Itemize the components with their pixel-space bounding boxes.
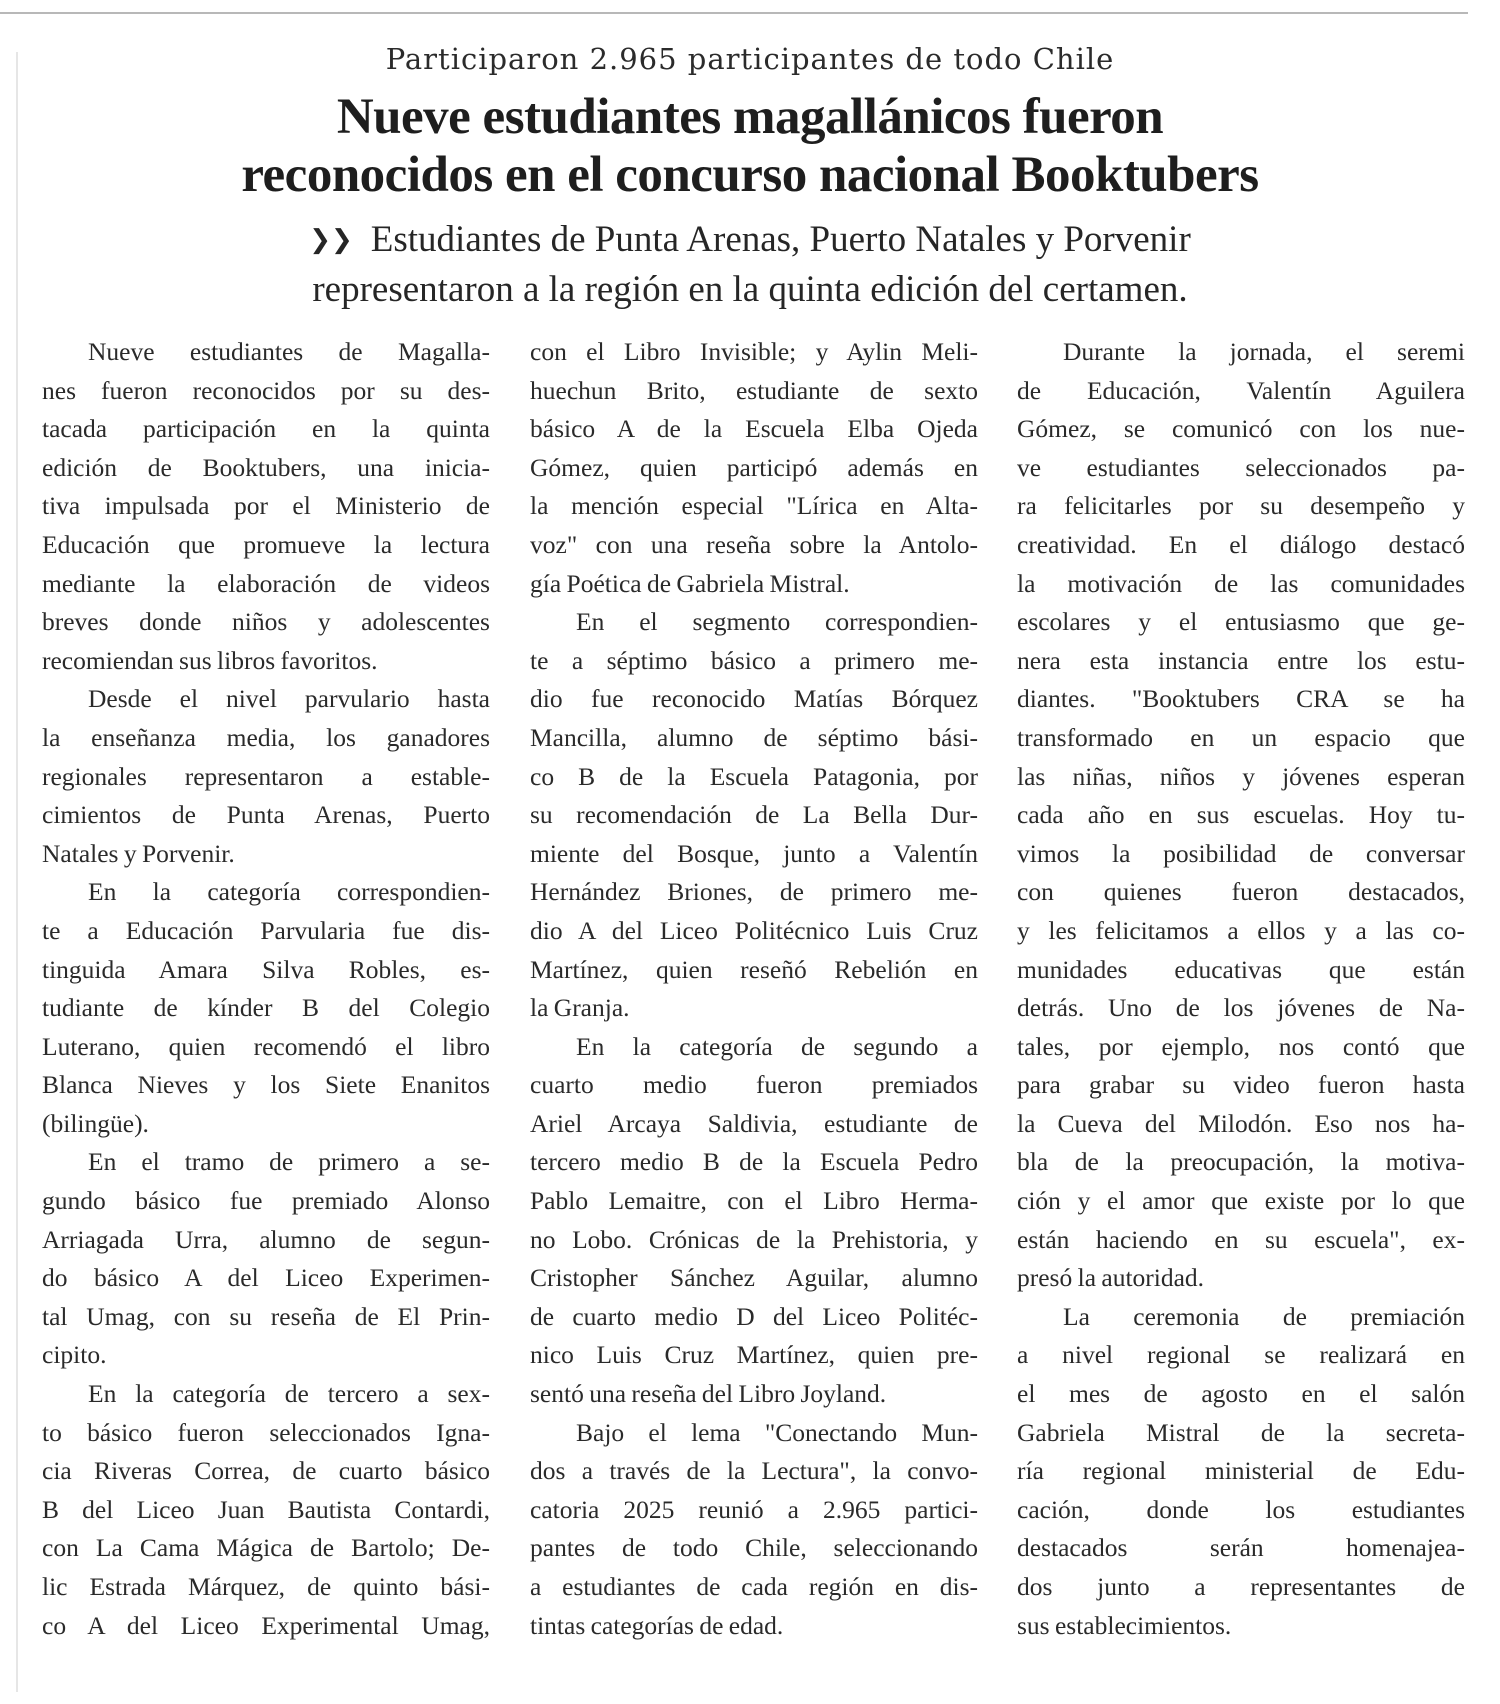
text-line: En el tramo de primero a se- — [88, 1147, 490, 1177]
text-line: Pablo Lemaitre, con el Libro Herma- — [530, 1186, 978, 1216]
text-line: cia Riveras Correa, de cuarto básico — [42, 1456, 490, 1486]
text-line: la Granja. — [530, 993, 630, 1023]
text-line: tintas categorías de edad. — [530, 1610, 784, 1640]
text-line: con quienes fueron destacados, — [1017, 877, 1465, 907]
text-line: Martínez, quien reseñó Rebelión en — [530, 954, 978, 984]
text-line: cimientos de Punta Arenas, Puerto — [42, 800, 490, 830]
subheading-line-2: representaron a la región en la quinta edición del certamen. — [312, 269, 1188, 310]
text-line: Natales y Porvenir. — [42, 838, 235, 868]
text-line: la mención especial "Lírica en Alta- — [530, 491, 978, 521]
text-line: regionales representaron a estable- — [42, 761, 490, 791]
headline-line-1: Nueve estudiantes magallánicos fueron — [336, 89, 1164, 145]
text-line: detrás. Uno de los jóvenes de Na- — [1017, 993, 1465, 1023]
text-line: (bilingüe). — [42, 1108, 149, 1138]
text-line: co A del Liceo Experimental Umag, — [42, 1610, 490, 1640]
text-line: la Cueva del Milodón. Eso nos ha- — [1017, 1108, 1465, 1138]
text-line: ría regional ministerial de Edu- — [1017, 1456, 1465, 1486]
text-line: Hernández Briones, de primero me- — [530, 877, 978, 907]
text-line: te a Educación Parvularia fue dis- — [42, 915, 490, 945]
text-line: a nivel regional se realizará en — [1017, 1340, 1465, 1370]
subheading-line-1 — [100, 215, 1400, 265]
text-line: tal Umag, con su reseña de El Prin- — [42, 1301, 490, 1331]
text-line: dos junto a representantes de — [1017, 1572, 1465, 1601]
text-line: voz" con una reseña sobre la Antolo- — [530, 529, 978, 559]
text-line: a estudiantes de cada región en dis- — [530, 1572, 978, 1601]
text-line: Durante la jornada, el seremi — [1063, 337, 1465, 366]
article-kicker: Participaron 2.965 participantes de todo Chile — [385, 42, 1115, 76]
text-line: huechun Brito, estudiante de sexto — [530, 375, 978, 405]
text-line: En el segmento correspondien- — [576, 607, 978, 637]
text-line: creatividad. En el diálogo destacó — [1017, 529, 1465, 559]
text-line: tiva impulsada por el Ministerio de — [42, 491, 490, 521]
text-line: Mancilla, alumno de séptimo bási- — [530, 722, 978, 752]
text-line: Luterano, quien recomendó el libro — [42, 1031, 490, 1061]
text-line: munidades educativas que están — [1017, 954, 1465, 984]
text-line: Bajo el lema "Conectando Mun- — [576, 1417, 978, 1447]
text-line: Gómez, quien participó además en — [530, 452, 978, 482]
text-line: nes fueron reconocidos por su des- — [42, 375, 490, 405]
text-line: te a séptimo básico a primero me- — [530, 645, 978, 675]
text-line: En la categoría correspondien- — [88, 877, 490, 907]
article-subheading — [100, 215, 1400, 315]
text-line: la enseñanza media, los ganadores — [42, 722, 490, 752]
text-line: no Lobo. Crónicas de la Prehistoria, y — [530, 1224, 978, 1254]
text-line: Blanca Nieves y los Siete Enanitos — [42, 1070, 490, 1100]
text-line: el mes de agosto en el salón — [1017, 1379, 1465, 1409]
text-line: tinguida Amara Silva Robles, es- — [42, 954, 490, 984]
text-line: tudiante de kínder B del Colegio — [42, 993, 490, 1023]
text-line: con La Cama Mágica de Bartolo; De- — [42, 1533, 490, 1563]
text-line: con el Libro Invisible; y Aylin Meli- — [530, 337, 978, 366]
text-line: Gómez, se comunicó con los nue- — [1017, 414, 1465, 444]
text-line: B del Liceo Juan Bautista Contardi, — [42, 1494, 490, 1524]
text-line: cación, donde los estudiantes — [1017, 1494, 1465, 1524]
text-line: cada año en sus escuelas. Hoy tu- — [1017, 800, 1465, 830]
text-line: cuarto medio fueron premiados — [530, 1070, 978, 1100]
text-line: las niñas, niños y jóvenes esperan — [1017, 761, 1465, 791]
subheading-text-1: Estudiantes de Punta Arenas, Puerto Natales y Porvenir — [370, 219, 1191, 260]
text-line: Nueve estudiantes de Magalla- — [88, 337, 490, 366]
text-line: sentó una reseña del Libro Joyland. — [530, 1379, 887, 1409]
text-line: de cuarto medio D del Liceo Politéc- — [530, 1301, 978, 1331]
text-line: para grabar su video fueron hasta — [1017, 1070, 1465, 1100]
text-line: En la categoría de segundo a — [576, 1031, 978, 1061]
text-line: y les felicitamos a ellos y a las co- — [1017, 915, 1465, 945]
text-line: bla de la preocupación, la motiva- — [1017, 1147, 1465, 1177]
text-line: miente del Bosque, junto a Valentín — [530, 838, 978, 868]
text-line: Educación que promueve la lectura — [42, 529, 490, 559]
body-column-1 — [42, 333, 490, 1645]
text-line: nera esta instancia entre los estu- — [1017, 645, 1465, 675]
text-line: dos a través de la Lectura", la convo- — [530, 1456, 978, 1486]
text-line: tales, por ejemplo, nos contó que — [1017, 1031, 1465, 1061]
body-column-3 — [1017, 333, 1465, 1645]
text-line: dio A del Liceo Politécnico Luis Cruz — [530, 915, 978, 945]
text-line: pantes de todo Chile, seleccionando — [530, 1533, 978, 1563]
text-line: gía Poética de Gabriela Mistral. — [530, 568, 850, 598]
double-chevron-right-icon: ❯❯ — [309, 225, 353, 255]
text-line: su recomendación de La Bella Dur- — [530, 800, 978, 830]
text-line: Ariel Arcaya Saldivia, estudiante de — [530, 1108, 978, 1138]
text-line: mediante la elaboración de videos — [42, 568, 490, 598]
text-line: La ceremonia de premiación — [1063, 1301, 1465, 1331]
text-line: escolares y el entusiasmo que ge- — [1017, 607, 1465, 637]
text-line: Desde el nivel parvulario hasta — [88, 684, 490, 714]
text-line: vimos la posibilidad de conversar — [1017, 838, 1465, 868]
text-line: to básico fueron seleccionados Igna- — [42, 1417, 490, 1447]
text-line: nico Luis Cruz Martínez, quien pre- — [530, 1340, 978, 1370]
text-line: dio fue reconocido Matías Bórquez — [530, 684, 978, 714]
text-line: la motivación de las comunidades — [1017, 568, 1465, 598]
text-line: Gabriela Mistral de la secreta- — [1017, 1417, 1465, 1447]
text-line: transformado en un espacio que — [1017, 722, 1465, 752]
text-line: tercero medio B de la Escuela Pedro — [530, 1147, 978, 1177]
text-line: ve estudiantes seleccionados pa- — [1017, 452, 1465, 482]
text-line: sus establecimientos. — [1017, 1610, 1232, 1640]
text-line: Arriagada Urra, alumno de segun- — [42, 1224, 490, 1254]
text-line: recomiendan sus libros favoritos. — [42, 645, 378, 675]
text-line: de Educación, Valentín Aguilera — [1017, 375, 1465, 405]
headline-line-2: reconocidos en el concurso nacional Booktubers — [241, 147, 1259, 203]
text-line: están haciendo en su escuela", ex- — [1017, 1224, 1465, 1254]
text-line: ra felicitarles por su desempeño y — [1017, 491, 1465, 521]
text-line: diantes. "Booktubers CRA se ha — [1017, 684, 1465, 714]
text-line: básico A de la Escuela Elba Ojeda — [530, 414, 978, 444]
text-line: edición de Booktubers, una inicia- — [42, 452, 490, 482]
text-line: do básico A del Liceo Experimen- — [42, 1263, 490, 1293]
body-column-2 — [530, 333, 978, 1645]
text-line: co B de la Escuela Patagonia, por — [530, 761, 978, 791]
text-line: gundo básico fue premiado Alonso — [42, 1186, 490, 1216]
text-line: Cristopher Sánchez Aguilar, alumno — [530, 1263, 978, 1293]
text-line: catoria 2025 reunió a 2.965 partici- — [530, 1494, 978, 1524]
text-line: destacados serán homenajea- — [1017, 1533, 1465, 1563]
text-line: lic Estrada Márquez, de quinto bási- — [42, 1572, 490, 1601]
text-line: ción y el amor que existe por lo que — [1017, 1186, 1465, 1216]
text-line: tacada participación en la quinta — [42, 414, 490, 444]
text-line: presó la autoridad. — [1017, 1263, 1205, 1293]
text-line: cipito. — [42, 1340, 107, 1370]
text-line: breves donde niños y adolescentes — [42, 607, 490, 637]
text-line: En la categoría de tercero a sex- — [88, 1379, 490, 1409]
article-headline — [60, 88, 1440, 204]
